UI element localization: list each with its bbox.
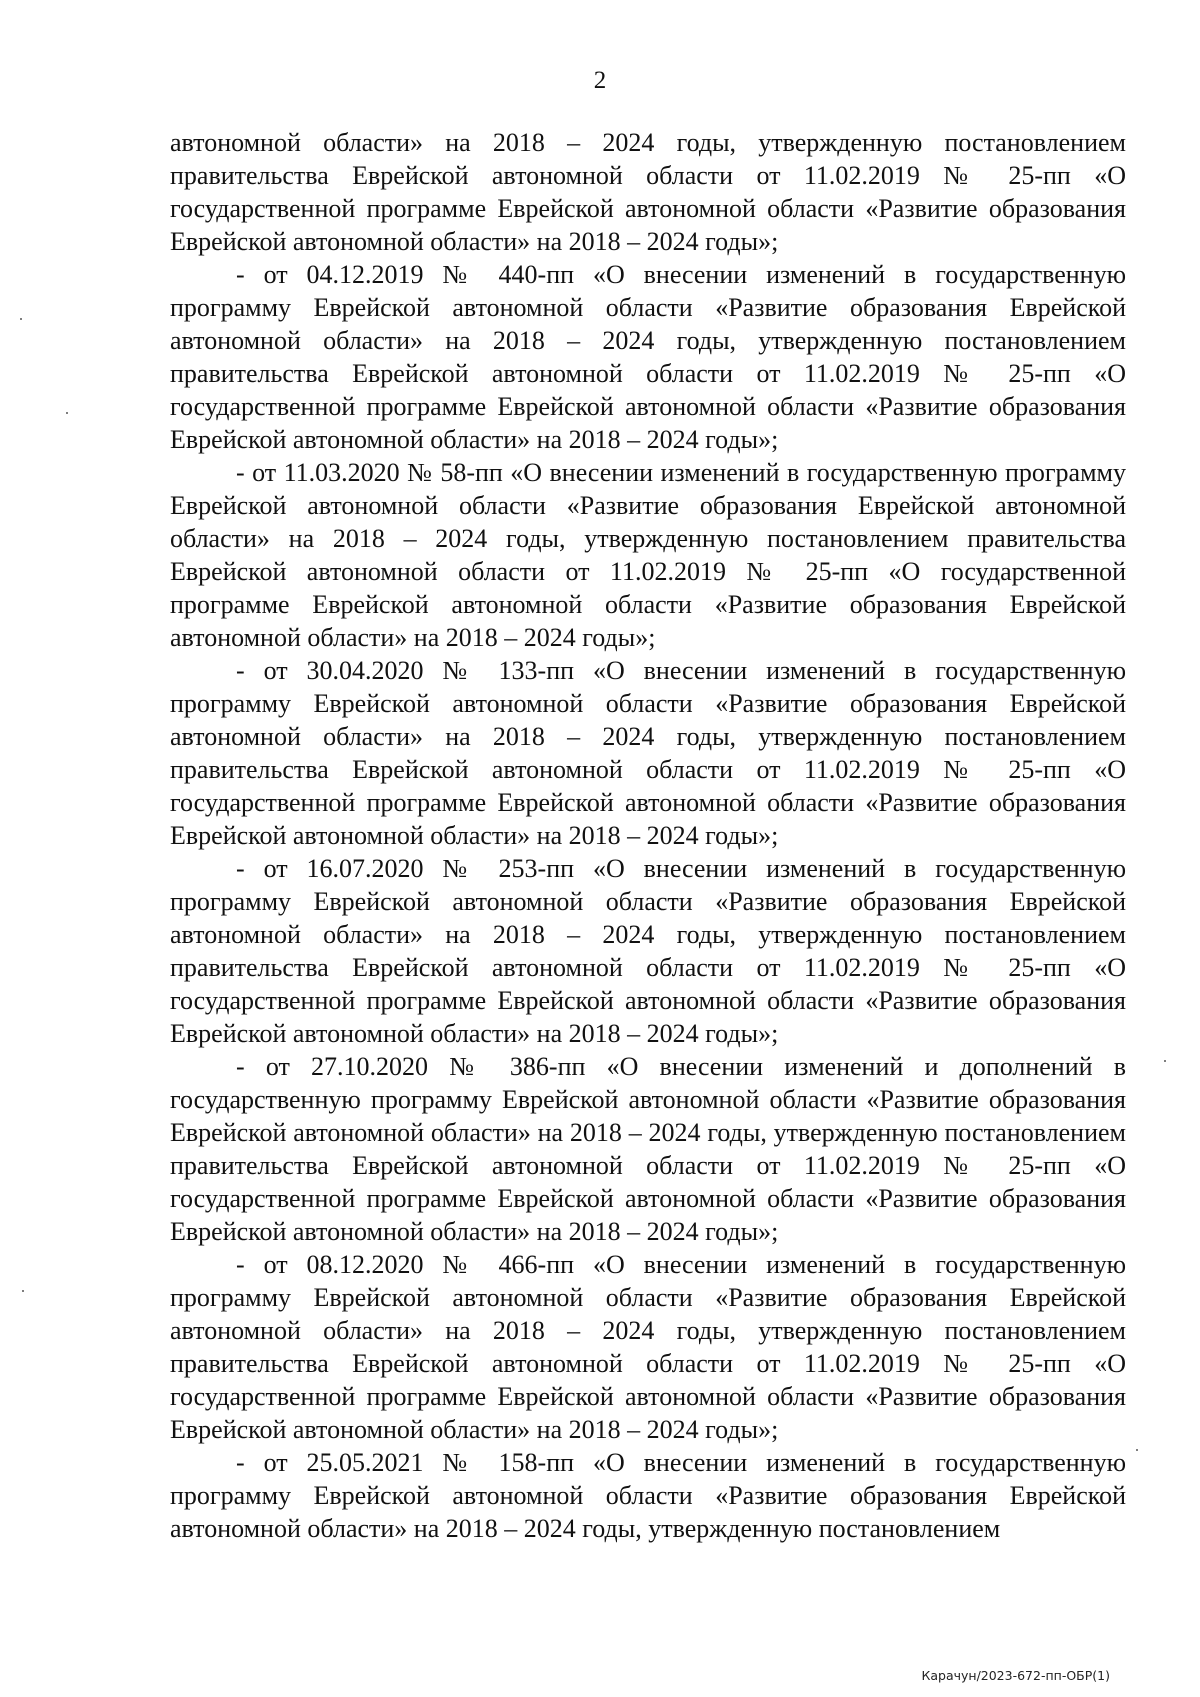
list-item-resolution-440: - от 04.12.2019 № 440-пп «О внесении изменений в государственную программу Еврейской автономной области «Развитие образования Еврейской автономной области» на 2018 – 2024 годы, утвержденную постановлением правительства Еврейской автономной области от 11.02.2019 № 25-пп «О государственной программе Еврейской автономной области «Развитие образования Еврейской автономной области» на 2018 – 2024 годы»; xyxy=(170,260,1126,454)
scan-speck xyxy=(22,1290,24,1292)
list-item-resolution-58: - от 11.03.2020 № 58-пп «О внесении изменений в государственную программу Еврейской автономной области «Развитие образования Еврейской автономной области» на 2018 – 2024 годы, утвержденную постановлением правительства Еврейской автономной области от 11.02.2019 № 25-пп «О государственной программе Еврейской автономной области «Развитие образования Еврейской автономной области» на 2018 – 2024 годы»; xyxy=(170,458,1126,652)
list-item-resolution-158: - от 25.05.2021 № 158-пп «О внесении изменений в государственную программу Еврейской автономной области «Развитие образования Еврейской автономной области» на 2018 – 2024 годы, утвержденную постановлением xyxy=(170,1448,1126,1543)
list-item-resolution-466: - от 08.12.2020 № 466-пп «О внесении изменений в государственную программу Еврейской автономной области «Развитие образования Еврейской автономной области» на 2018 – 2024 годы, утвержденную постановлением правительства Еврейской автономной области от 11.02.2019 № 25-пп «О государственной программе Еврейской автономной области «Развитие образования Еврейской автономной области» на 2018 – 2024 годы»; xyxy=(170,1250,1126,1444)
list-item-resolution-386: - от 27.10.2020 № 386-пп «О внесении изменений и дополнений в государственную программу Еврейской автономной области «Развитие образования Еврейской автономной области» на 2018 – 2024 годы, утвержденную постановлением правительства Еврейской автономной области от 11.02.2019 № 25-пп «О государственной программе Еврейской автономной области «Развитие образования Еврейской автономной области» на 2018 – 2024 годы»; xyxy=(170,1052,1126,1246)
page-number: 2 xyxy=(593,67,607,94)
list-item-resolution-253: - от 16.07.2020 № 253-пп «О внесении изменений в государственную программу Еврейской автономной области «Развитие образования Еврейской автономной области» на 2018 – 2024 годы, утвержденную постановлением правительства Еврейской автономной области от 11.02.2019 № 25-пп «О государственной программе Еврейской автономной области «Развитие образования Еврейской автономной области» на 2018 – 2024 годы»; xyxy=(170,854,1126,1048)
scan-speck xyxy=(1164,1060,1166,1062)
document-body xyxy=(170,126,1126,1545)
scan-speck xyxy=(66,412,68,414)
document-registration-code: Карачун/2023-672-пп-ОБР(1) xyxy=(921,1668,1110,1683)
list-item-resolution-133: - от 30.04.2020 № 133-пп «О внесении изменений в государственную программу Еврейской автономной области «Развитие образования Еврейской автономной области» на 2018 – 2024 годы, утвержденную постановлением правительства Еврейской автономной области от 11.02.2019 № 25-пп «О государственной программе Еврейской автономной области «Развитие образования Еврейской автономной области» на 2018 – 2024 годы»; xyxy=(170,656,1126,850)
paragraph-continuation: автономной области» на 2018 – 2024 годы, утвержденную постановлением правительства Еврейской автономной области от 11.02.2019 № 25-пп «О государственной программе Еврейской автономной области «Развитие образования Еврейской автономной области» на 2018 – 2024 годы»; xyxy=(170,128,1126,256)
scan-speck xyxy=(20,318,22,320)
scan-speck xyxy=(1136,1449,1138,1451)
